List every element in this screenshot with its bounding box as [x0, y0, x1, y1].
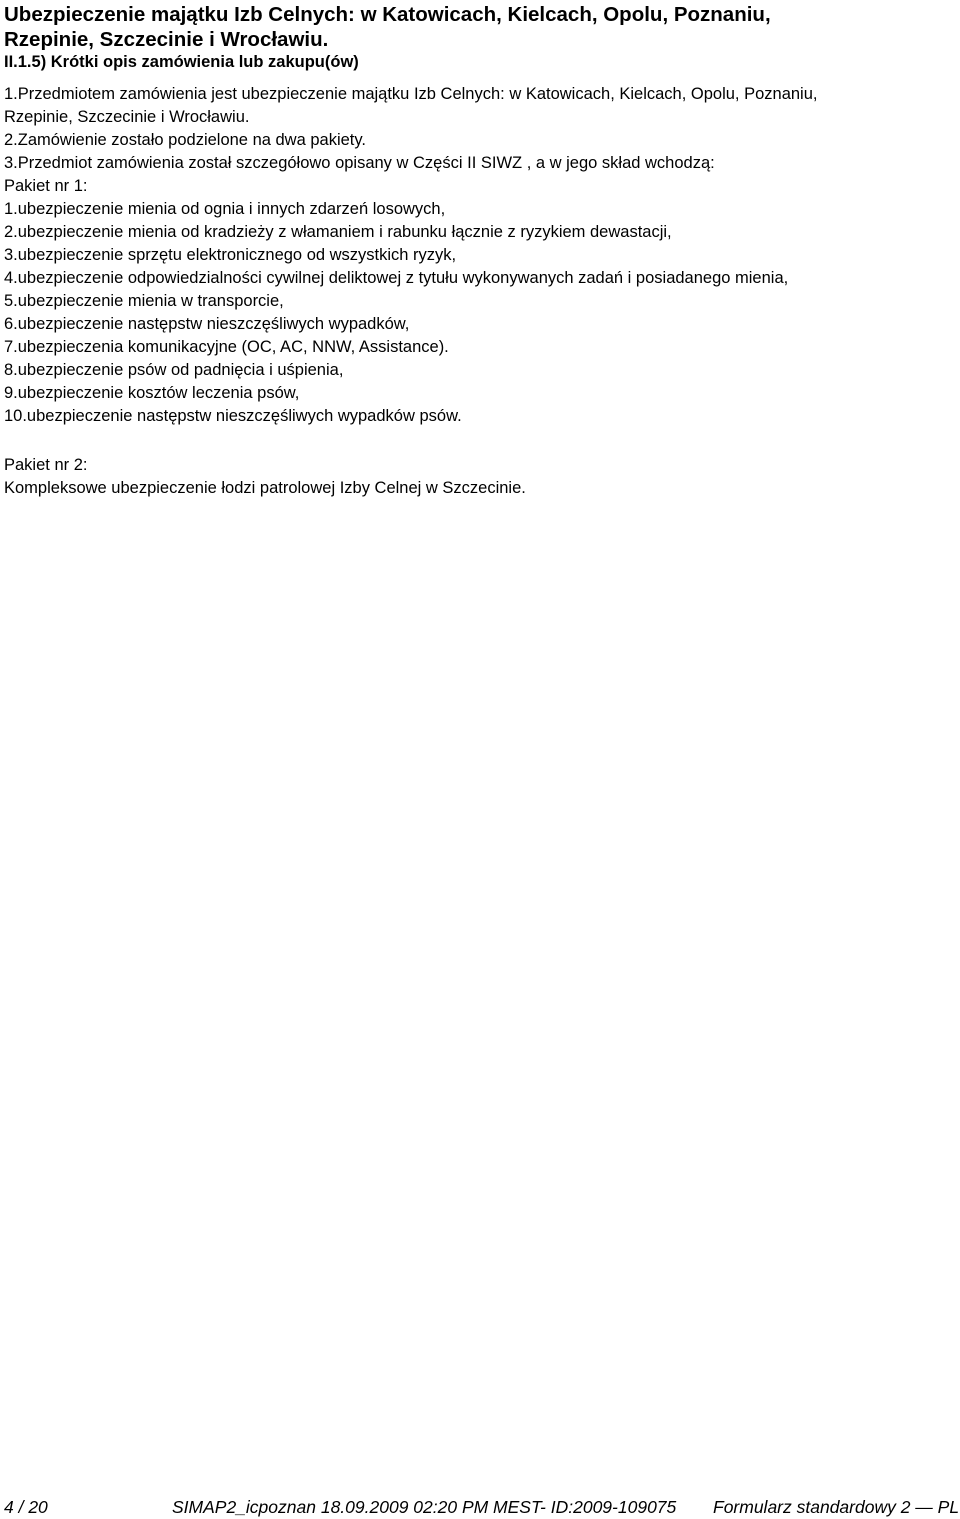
document-body [4, 83, 954, 500]
list-item: 9.ubezpieczenie kosztów leczenia psów, [4, 384, 300, 402]
section-heading: II.1.5) Krótki opis zamówienia lub zakupu(ów) [4, 53, 359, 71]
body-line: 1.Przedmiotem zamówienia jest ubezpieczenie majątku Izb Celnych: w Katowicach, Kielcach, Opolu, Poznaniu, [4, 85, 818, 103]
body-line: 2.Zamówienie zostało podzielone na dwa pakiety. [4, 131, 366, 149]
page-footer [0, 1497, 960, 1519]
title-line-2: Rzepinie, Szczecinie i Wrocławiu. [4, 28, 329, 51]
package-2-text: Kompleksowe ubezpieczenie łodzi patrolowej Izby Celnej w Szczecinie. [4, 479, 526, 497]
page-number: 4 / 20 [4, 1497, 48, 1517]
list-item: 6.ubezpieczenie następstw nieszczęśliwych wypadków, [4, 315, 410, 333]
list-item: 3.ubezpieczenie sprzętu elektronicznego od wszystkich ryzyk, [4, 246, 457, 264]
package-1-label: Pakiet nr 1: [4, 177, 88, 195]
package-2-label: Pakiet nr 2: [4, 456, 88, 474]
form-label: Formularz standardowy 2 — PL [713, 1497, 960, 1517]
list-item: 8.ubezpieczenie psów od padnięcia i uśpienia, [4, 361, 344, 379]
document-id: SIMAP2_icpoznan 18.09.2009 02:20 PM MEST- ID:2009-109075 [172, 1497, 677, 1517]
body-line: 3.Przedmiot zamówienia został szczegółowo opisany w Części II SIWZ , a w jego skład wchodzą: [4, 154, 715, 172]
list-item: 2.ubezpieczenie mienia od kradzieży z włamaniem i rabunku łącznie z ryzykiem dewastacji, [4, 223, 672, 241]
document-title [4, 2, 944, 52]
list-item: 4.ubezpieczenie odpowiedzialności cywilnej deliktowej z tytułu wykonywanych zadań i posiadanego mienia, [4, 269, 789, 287]
list-item: 1.ubezpieczenie mienia od ognia i innych zdarzeń losowych, [4, 200, 446, 218]
list-item: 7.ubezpieczenia komunikacyjne (OC, AC, NNW, Assistance). [4, 338, 449, 356]
list-item: 5.ubezpieczenie mienia w transporcie, [4, 292, 284, 310]
list-item: 10.ubezpieczenie następstw nieszczęśliwych wypadków psów. [4, 407, 462, 425]
title-line-1: Ubezpieczenie majątku Izb Celnych: w Katowicach, Kielcach, Opolu, Poznaniu, [4, 3, 771, 26]
body-line: Rzepinie, Szczecinie i Wrocławiu. [4, 108, 250, 126]
